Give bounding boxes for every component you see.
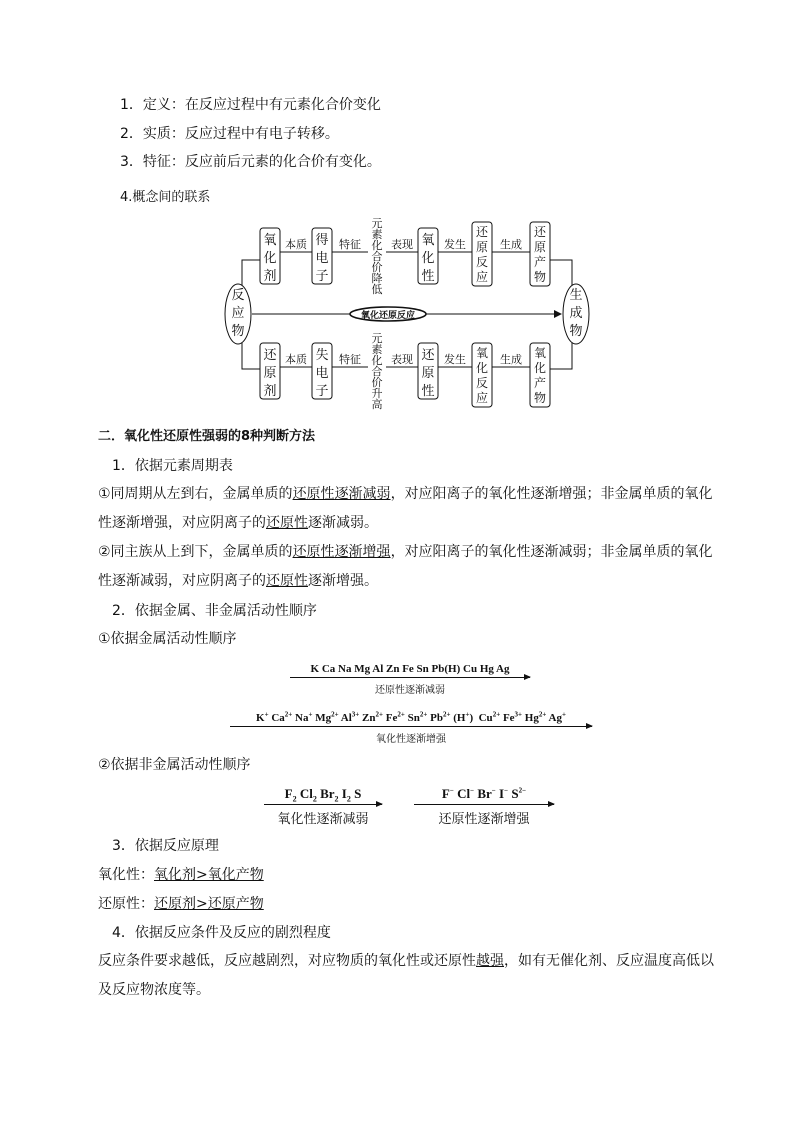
group-paragraph: ②同主族从上到下，金属单质的还原性逐渐增强，对应阳离子的氧化性逐渐减弱；非金属单质的氧化性逐渐减弱，对应阴离子的还原性逐渐增强。 bbox=[98, 544, 713, 589]
reducing-rule: 还原性：还原剂>还原产物 bbox=[98, 896, 264, 912]
svg-text:化: 化 bbox=[533, 361, 547, 375]
svg-text:原: 原 bbox=[263, 366, 277, 381]
svg-text:原: 原 bbox=[475, 240, 489, 254]
svg-text:合: 合 bbox=[371, 250, 383, 263]
s2-sub1: ①依据金属活动性顺序 bbox=[98, 631, 237, 647]
svg-text:还: 还 bbox=[533, 225, 547, 239]
svg-text:反: 反 bbox=[475, 255, 489, 269]
svg-text:性: 性 bbox=[421, 384, 435, 399]
svg-text:子: 子 bbox=[315, 269, 329, 284]
svg-text:原: 原 bbox=[533, 240, 547, 254]
ion-sequence: K+ $Ca^{2+}$ Na+ $Mg^{2+}$ $Al^{3+}$ $Zn^{2+}$ $Fe^{2+}$ $Sn^{2+}$ $Pb^{2+}$ (H+) $Cu^{2+}$ $Fe^{3+}$ $Hg^{2+}$ Ag+ bbox=[256, 710, 566, 724]
metal-arrow bbox=[290, 677, 530, 678]
anion-series bbox=[414, 786, 554, 827]
anion-sequence: F− Cl− Br− I− $S^{2-}$ bbox=[441, 786, 527, 801]
svg-text:氧: 氧 bbox=[421, 233, 435, 248]
essence-line: 2．实质：反应过程中有电子转移。 bbox=[120, 126, 339, 142]
svg-text:化: 化 bbox=[263, 251, 277, 266]
svg-text:元: 元 bbox=[371, 332, 383, 345]
svg-text:产: 产 bbox=[533, 376, 547, 390]
svg-text:物: 物 bbox=[533, 270, 547, 284]
reactant-char-3: 物 bbox=[231, 324, 245, 339]
svg-text:应: 应 bbox=[475, 270, 489, 284]
svg-text:氧: 氧 bbox=[263, 233, 277, 248]
section2-title: 二．氧化性还原性强弱的8种判断方法 bbox=[98, 429, 316, 444]
top-edge-manifest: 表现 bbox=[391, 238, 413, 251]
svg-text:失: 失 bbox=[315, 348, 329, 363]
svg-text:应: 应 bbox=[475, 391, 489, 405]
svg-text:子: 子 bbox=[315, 384, 329, 399]
ion-label: 氧化性逐渐增强 bbox=[376, 734, 446, 745]
product-char-1: 生 bbox=[569, 288, 583, 303]
s1-title: 1．依据元素周期表 bbox=[112, 458, 233, 474]
svg-text:发生: 发生 bbox=[444, 353, 466, 366]
svg-text:元: 元 bbox=[371, 217, 383, 230]
svg-text:素: 素 bbox=[371, 343, 383, 356]
s3-title: 3．依据反应原理 bbox=[112, 838, 219, 854]
s2-sub2: ②依据非金属活动性顺序 bbox=[98, 757, 251, 773]
ion-arrow bbox=[230, 726, 592, 727]
nonmetal-sequence: $F_2$ $Cl_2$ $Br_2$ $I_2$ S bbox=[284, 786, 362, 804]
svg-text:高: 高 bbox=[371, 398, 383, 411]
svg-text:反: 反 bbox=[475, 376, 489, 390]
svg-text:表现: 表现 bbox=[391, 353, 413, 366]
svg-text:得: 得 bbox=[315, 233, 329, 248]
svg-text:电: 电 bbox=[315, 366, 329, 381]
svg-text:原: 原 bbox=[421, 366, 435, 381]
nonmetal-label: 氧化性逐渐减弱 bbox=[277, 812, 369, 827]
reactant-char-2: 应 bbox=[231, 306, 245, 321]
reactant-char-1: 反 bbox=[231, 288, 245, 303]
svg-text:还: 还 bbox=[421, 348, 435, 363]
metal-ion-series bbox=[230, 712, 592, 745]
condition-paragraph: 反应条件要求越低，反应越剧烈，对应物质的氧化性或还原性越强，如有无催化剂、反应温度高低以及反应物浓度等。 bbox=[98, 953, 714, 998]
top-edge-occur: 发生 bbox=[444, 238, 466, 251]
svg-text:价: 价 bbox=[371, 261, 383, 274]
product-char-3: 物 bbox=[569, 324, 583, 339]
svg-text:特征: 特征 bbox=[339, 353, 361, 366]
period-paragraph: ①同周期从左到右，金属单质的还原性逐渐减弱，对应阳离子的氧化性逐渐增强；非金属单质的氧化性逐渐增强，对应阴离子的还原性逐渐减弱。 bbox=[98, 486, 713, 531]
svg-text:产: 产 bbox=[533, 255, 547, 269]
anion-label: 还原性逐渐增强 bbox=[438, 812, 530, 827]
svg-text:本质: 本质 bbox=[285, 353, 307, 366]
definition-line: 1．定义：在反应过程中有元素化合价变化 bbox=[120, 97, 381, 113]
nonmetal-arrow bbox=[264, 804, 382, 805]
svg-text:还: 还 bbox=[475, 225, 489, 239]
svg-text:氧: 氧 bbox=[475, 346, 489, 360]
svg-text:还: 还 bbox=[263, 348, 277, 363]
redox-reaction-label: 氧化还原反应 bbox=[360, 311, 416, 321]
svg-text:剂: 剂 bbox=[263, 269, 277, 284]
concept-diagram bbox=[220, 212, 600, 412]
svg-text:化: 化 bbox=[475, 361, 489, 375]
svg-text:价: 价 bbox=[371, 376, 383, 389]
oxidizing-rule: 氧化性：氧化剂>氧化产物 bbox=[98, 867, 264, 883]
top-edge-feature: 特征 bbox=[339, 238, 361, 251]
feature-line: 3．特征：反应前后元素的化合价有变化。 bbox=[120, 154, 381, 170]
svg-text:素: 素 bbox=[371, 228, 383, 241]
svg-text:氧: 氧 bbox=[533, 346, 547, 360]
anion-arrow bbox=[414, 804, 554, 805]
s4-title: 4．依据反应条件及反应的剧烈程度 bbox=[112, 925, 331, 941]
svg-text:剂: 剂 bbox=[263, 384, 277, 399]
svg-text:低: 低 bbox=[371, 283, 383, 296]
svg-text:化: 化 bbox=[371, 239, 383, 252]
top-edge-generate: 生成 bbox=[500, 238, 522, 251]
svg-text:物: 物 bbox=[533, 391, 547, 405]
product-char-2: 成 bbox=[569, 306, 583, 321]
svg-text:化: 化 bbox=[421, 251, 435, 266]
svg-text:化: 化 bbox=[371, 354, 383, 367]
svg-text:合: 合 bbox=[371, 365, 383, 378]
svg-text:性: 性 bbox=[421, 269, 435, 284]
svg-text:升: 升 bbox=[371, 387, 383, 400]
metal-label: 还原性逐渐减弱 bbox=[375, 685, 445, 696]
top-row bbox=[260, 217, 550, 296]
svg-text:生成: 生成 bbox=[500, 353, 522, 366]
top-edge-essence: 本质 bbox=[285, 238, 307, 251]
svg-text:电: 电 bbox=[315, 251, 329, 266]
nonmetal-series bbox=[264, 786, 382, 827]
concept-relation-title: 4.概念间的联系 bbox=[120, 190, 211, 205]
metal-activity-series bbox=[290, 663, 530, 696]
metal-sequence: K Ca Na Mg Al Zn Fe Sn Pb(H) Cu Hg Ag bbox=[310, 663, 510, 675]
svg-text:降: 降 bbox=[371, 272, 383, 285]
bottom-row bbox=[260, 332, 550, 411]
s2-title: 2．依据金属、非金属活动性顺序 bbox=[112, 603, 317, 619]
